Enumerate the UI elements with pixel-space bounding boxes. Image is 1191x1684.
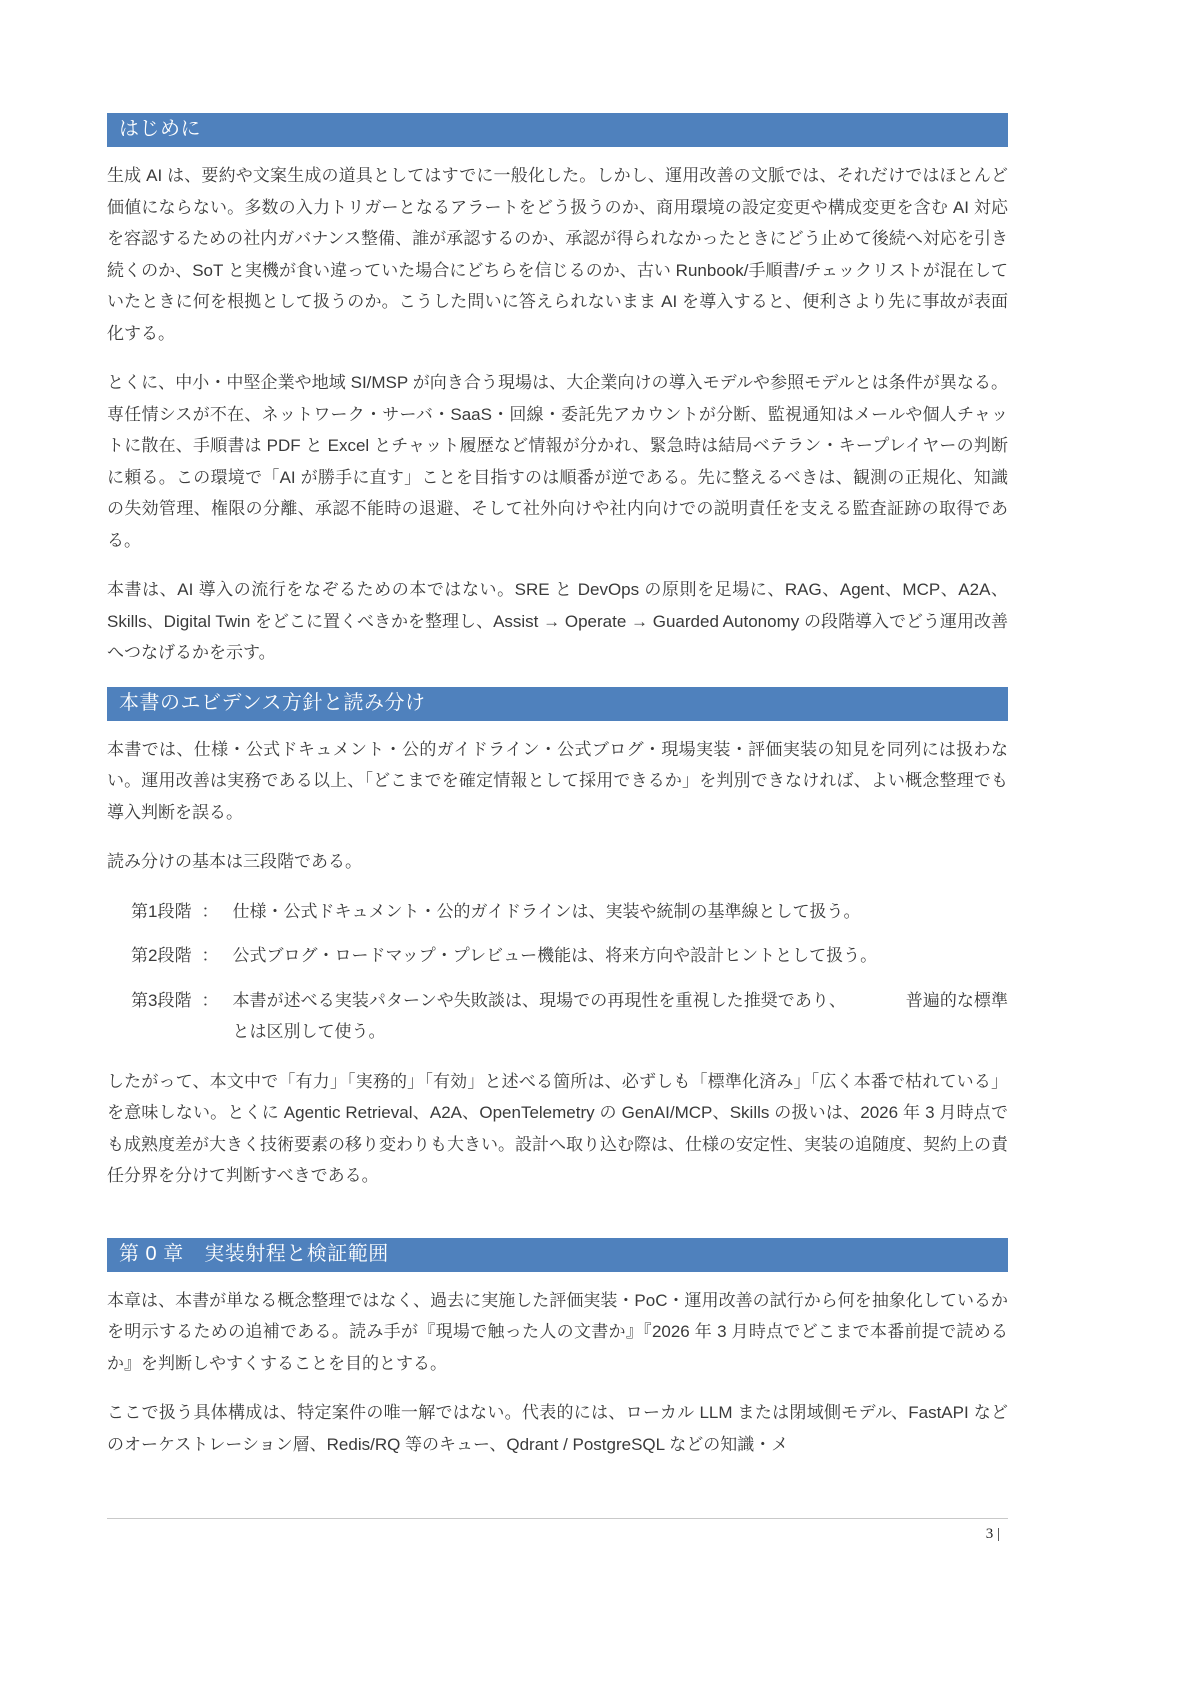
stage-text: 公式ブログ・ロードマップ・プレビュー機能は、将来方向や設計ヒントとして扱う。 bbox=[232, 946, 878, 965]
section-chapter-0 bbox=[107, 1238, 1008, 1461]
stage-item-1 bbox=[131, 896, 1008, 928]
paragraph-evidence-2: 読み分けの基本は三段階である。 bbox=[107, 852, 362, 871]
paragraph-intro-3: 本書は、AI 導入の流行をなぞるための本ではない。SRE と DevOps の原則を足場に、RAG、Agent、MCP、A2A、Skills、Digital Twin をどこに置くべきかを整理し、Assist → Operate → Guarded Autonomy の段階導入でどう運用改善へつなげるかを示す。 bbox=[107, 580, 1008, 662]
paragraph-evidence-1: 本書では、仕様・公式ドキュメント・公的ガイドライン・公式ブログ・現場実装・評価実装の知見を同列には扱わない。運用改善は実務である以上、「どこまでを確定情報として採用できるか」を判別できなければ、よい概念整理でも導入判断を誤る。 bbox=[107, 739, 1008, 822]
page-number: 3 | bbox=[985, 1526, 1000, 1542]
page-content bbox=[107, 113, 1008, 1478]
section-evidence-policy bbox=[107, 687, 1008, 1192]
stage-item-3 bbox=[131, 985, 1008, 1048]
stage-list bbox=[107, 896, 1008, 1048]
stage-separator: ： bbox=[201, 946, 219, 965]
stage-separator: ： bbox=[201, 901, 219, 921]
stage-label: 第1段階 bbox=[131, 901, 192, 921]
stage-item-2 bbox=[131, 940, 1008, 972]
paragraph-evidence-3: したがって、本文中で「有力」「実務的」「有効」と述べる箇所は、必ずしも「標準化済み」「広く本番で枯れている」を意味しない。とくに Agentic Retrieval、A2A、OpenTelemetry の GenAI/MCP、Skills の扱いは、2026 年 3 月時点でも成熟度差が大きく技術要素の移り変わりも大きい。設計へ取り込む際は、仕様の安定性、実装の追随度、契約上の責任分界を分けて判断すべきである。 bbox=[107, 1071, 1008, 1185]
paragraph-chapter0-1: 本章は、本書が単なる概念整理ではなく、過去に実施した評価実装・PoC・運用改善の試行から何を抽象化しているかを明示するための追補である。読み手が『現場で触った人の文書か』『2026 年 3 月時点でどこまで本番前提で読めるか』を判断しやすくすることを目的とする。 bbox=[107, 1290, 1008, 1373]
paragraph-chapter0-2: ここで扱う具体構成は、特定案件の唯一解ではない。代表的には、ローカル LLM または閉域側モデル、FastAPI などのオーケストレーション層、Redis/RQ 等のキュー、Qdrant / PostgreSQL などの知識・メ bbox=[107, 1403, 1008, 1454]
section-heading-chapter-0: 第 0 章 実装射程と検証範囲 bbox=[107, 1238, 1008, 1272]
paragraph-intro-2: とくに、中小・中堅企業や地域 SI/MSP が向き合う現場は、大企業向けの導入モデルや参照モデルとは条件が異なる。専任情シスが不在、ネットワーク・サーバ・SaaS・回線・委託先アカウントが分断、監視通知はメールや個人チャットに散在、手順書は PDF と Excel とチャット履歴など情報が分かれ、緊急時は結局ベテラン・キープレイヤーの判断に頼る。この環境で「AI が勝手に直す」ことを目指すのは順番が逆である。先に整えるべきは、観測の正規化、知識の失効管理、権限の分離、承認不能時の退避、そして社外向けや社内向けでの説明責任を支える監査証跡の取得である。 bbox=[107, 373, 1008, 550]
section-heading-introduction: はじめに bbox=[107, 113, 1008, 147]
stage-separator: ： bbox=[201, 990, 219, 1010]
stage-label: 第2段階 bbox=[131, 946, 192, 965]
stage-text: 本書が述べる実装パターンや失敗談は、現場での再現性を重視した推奨であり、 普遍的な標準とは区別して使う。 bbox=[232, 990, 1008, 1041]
stage-label: 第3段階 bbox=[131, 990, 192, 1010]
page-footer bbox=[107, 1518, 1008, 1543]
stage-text: 仕様・公式ドキュメント・公的ガイドラインは、実装や統制の基準線として扱う。 bbox=[232, 901, 861, 921]
section-heading-evidence-policy: 本書のエビデンス方針と読み分け bbox=[107, 687, 1008, 721]
section-introduction bbox=[107, 113, 1008, 669]
paragraph-intro-1: 生成 AI は、要約や文案生成の道具としてはすでに一般化した。しかし、運用改善の文脈では、それだけではほとんど価値にならない。多数の入力トリガーとなるアラートをどう扱うのか、商用環境の設定変更や構成変更を含む AI 対応を容認するための社内ガバナンス整備、誰が承認するのか、承認が得られなかったときにどう止めて後続へ対応を引き続くのか、SoT と実機が食い違っていた場合にどちらを信じるのか、古い Runbook/手順書/チェックリストが混在していたときに何を根拠として扱うのか。こうした問いに答えられないまま AI を導入すると、便利さより先に事故が表面化する。 bbox=[107, 166, 1008, 343]
